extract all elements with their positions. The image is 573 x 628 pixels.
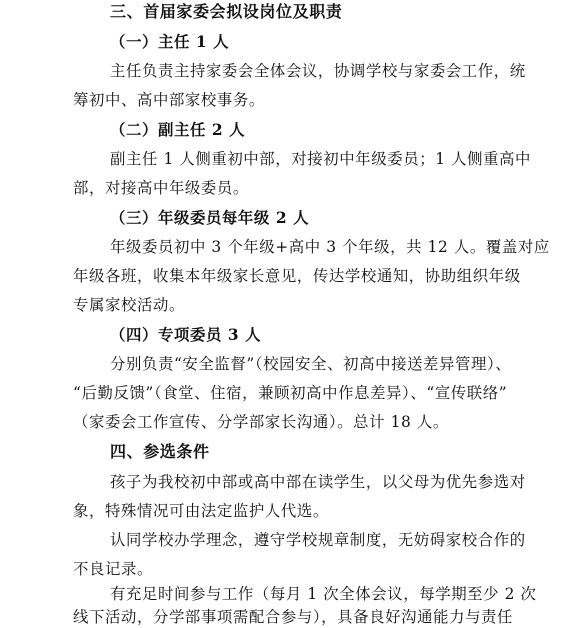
condition-2-line-2: 不良记录。 — [73, 560, 153, 578]
role-2-desc-line-2: 部，对接高中年级委员。 — [73, 179, 249, 197]
role-2-desc-line-1: 副主任 1 人侧重初中部，对接初中年级委员；1 人侧重高中 — [110, 150, 532, 168]
condition-1-line-2: 象，特殊情况可由法定监护人代选。 — [73, 502, 329, 520]
role-1-desc-line-2: 筹初中、高中部家校事务。 — [73, 91, 265, 109]
role-1-desc-line-1: 主任负责主持家委会全体会议，协调学校与家委会工作，统 — [110, 62, 526, 80]
role-3-desc-line-1: 年级委员初中 3 个年级+高中 3 个年级，共 12 人。覆盖对应 — [110, 238, 550, 256]
condition-3-line-1: 有充足时间参与工作（每月 1 次全体会议，每学期至少 2 次 — [110, 585, 537, 603]
condition-3-line-2: 线下活动，分学部事项需配合参与），具备良好沟通能力与责任 — [73, 608, 514, 626]
condition-1-line-1: 孩子为我校初中部或高中部在读学生，以父母为优先参选对 — [110, 473, 526, 491]
section-3-heading: 三、首届家委会拟设岗位及职责 — [110, 2, 343, 21]
section-4-heading: 四、参选条件 — [110, 442, 210, 461]
role-3-title: （三）年级委员每年级 2 人 — [110, 209, 310, 227]
role-3-desc-line-2: 年级各班，收集本年级家长意见，传达学校通知，协助组织年级 — [73, 267, 521, 285]
role-4-title: （四）专项委员 3 人 — [110, 326, 262, 344]
role-4-desc-line-1: 分别负责“安全监督”（校园安全、初高中接送差异管理）、 — [110, 355, 512, 373]
condition-2-line-1: 认同学校办学理念，遵守学校规章制度，无妨碍家校合作的 — [110, 531, 526, 549]
role-1-title: （一）主任 1 人 — [110, 33, 230, 51]
role-4-desc-line-2: “后勤反馈”（食堂、住宿，兼顾初高中作息差异）、“宣传联络” — [73, 384, 508, 402]
role-2-title: （二）副主任 2 人 — [110, 121, 246, 139]
role-3-desc-line-3: 专属家校活动。 — [73, 296, 185, 314]
role-4-desc-line-3: （家委会工作宣传、分学部家长沟通）。总计 18 人。 — [73, 413, 449, 431]
